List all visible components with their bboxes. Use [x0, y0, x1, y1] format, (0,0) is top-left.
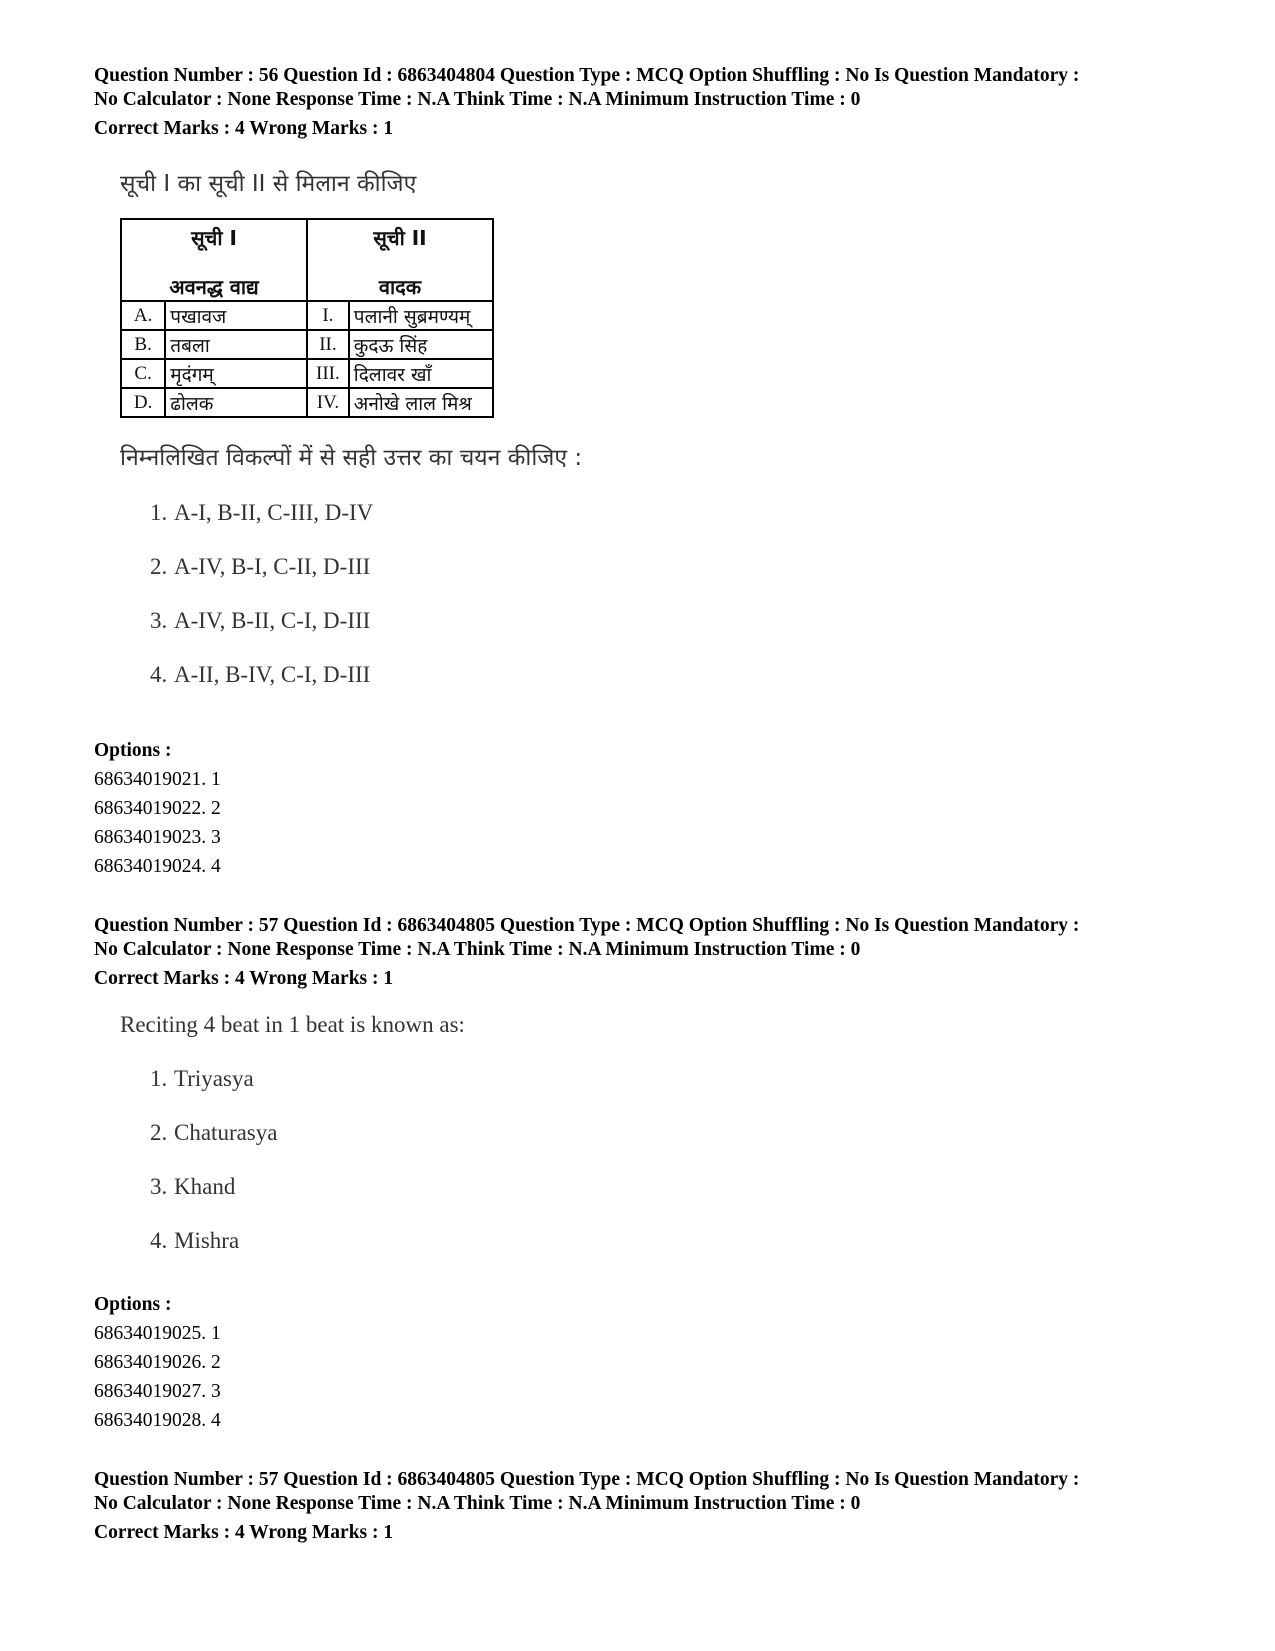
choice-number: 3. [150, 1174, 168, 1199]
table-row [121, 388, 493, 417]
match-table-header [121, 219, 493, 301]
question-57-body [94, 1012, 1204, 1268]
list-1-title: सूची I [191, 226, 237, 250]
answer-choices [94, 1052, 1204, 1268]
question-57-repeat-meta [94, 1468, 1204, 1545]
table-row [121, 359, 493, 388]
meta-line-1: Question Number : 57 Question Id : 6863404805 Question Type : MCQ Option Shuffling : No Is Question Mandatory : [94, 1469, 1080, 1490]
option-id: 68634019021. 1 [94, 769, 221, 790]
marks-line: Correct Marks : 4 Wrong Marks : 1 [94, 1522, 394, 1543]
row-label: IV. [307, 388, 349, 417]
question-instruction: निम्नलिखित विकल्पों में से सही उत्तर का चयन कीजिए : [120, 445, 583, 471]
meta-line-1: Question Number : 57 Question Id : 6863404805 Question Type : MCQ Option Shuffling : No Is Question Mandatory : [94, 915, 1080, 936]
marks-line: Correct Marks : 4 Wrong Marks : 1 [94, 118, 394, 139]
row-label: II. [307, 330, 349, 359]
options-label: Options : [94, 1294, 172, 1315]
answer-choice [150, 486, 1204, 540]
list-1-item: मृदंगम् [165, 359, 307, 388]
choice-text: A-IV, B-I, C-II, D-III [174, 554, 371, 579]
choice-number: 2. [150, 1120, 168, 1145]
meta-line-1: Question Number : 56 Question Id : 6863404804 Question Type : MCQ Option Shuffling : No Is Question Mandatory : [94, 65, 1080, 86]
question-56-options [94, 736, 221, 881]
answer-choice [150, 1214, 1204, 1268]
table-row [121, 330, 493, 359]
choice-number: 4. [150, 1228, 168, 1253]
list-2-item: कुदऊ सिंह [349, 330, 493, 359]
question-56-body [94, 166, 1204, 702]
question-prompt: Reciting 4 beat in 1 beat is known as: [120, 1012, 465, 1037]
answer-choice [150, 1160, 1204, 1214]
choice-text: A-IV, B-II, C-I, D-III [174, 608, 371, 633]
answer-choice [150, 594, 1204, 648]
list-2-item: दिलावर खाँ [349, 359, 493, 388]
question-prompt: सूची I का सूची II से मिलान कीजिए [120, 171, 417, 197]
table-row [121, 301, 493, 330]
answer-choice [150, 648, 1204, 702]
meta-line-2: No Calculator : None Response Time : N.A Think Time : N.A Minimum Instruction Time : 0 [94, 89, 861, 110]
choice-number: 1. [150, 1066, 168, 1091]
choice-text: A-II, B-IV, C-I, D-III [174, 662, 371, 687]
row-label: B. [121, 330, 165, 359]
list-2-title: सूची II [373, 226, 427, 250]
answer-choice [150, 1106, 1204, 1160]
row-label: III. [307, 359, 349, 388]
choice-number: 2. [150, 554, 168, 579]
row-label: I. [307, 301, 349, 330]
question-57-meta [94, 914, 1204, 991]
choice-text: Mishra [174, 1228, 240, 1253]
list-2-subtitle: वादक [378, 275, 422, 299]
list-1-item: तबला [165, 330, 307, 359]
list-1-subtitle: अवनद्ध वाद्य [169, 275, 259, 299]
choice-text: Chaturasya [174, 1120, 278, 1145]
row-label: D. [121, 388, 165, 417]
options-label: Options : [94, 740, 172, 761]
list-2-item: पलानी सुब्रमण्यम् [349, 301, 493, 330]
choice-text: Triyasya [174, 1066, 254, 1091]
row-label: A. [121, 301, 165, 330]
option-id: 68634019024. 4 [94, 856, 221, 877]
choice-number: 1. [150, 500, 168, 525]
answer-choice [150, 1052, 1204, 1106]
marks-line: Correct Marks : 4 Wrong Marks : 1 [94, 968, 394, 989]
choice-number: 4. [150, 662, 168, 687]
option-id: 68634019028. 4 [94, 1410, 221, 1431]
option-id: 68634019025. 1 [94, 1323, 221, 1344]
option-id: 68634019027. 3 [94, 1381, 221, 1402]
option-id: 68634019023. 3 [94, 827, 221, 848]
answer-choices [94, 486, 1204, 702]
meta-line-2: No Calculator : None Response Time : N.A Think Time : N.A Minimum Instruction Time : 0 [94, 1493, 861, 1514]
row-label: C. [121, 359, 165, 388]
choice-number: 3. [150, 608, 168, 633]
list-1-header [121, 219, 307, 301]
question-57-options [94, 1290, 221, 1435]
answer-choice [150, 540, 1204, 594]
list-1-item: पखावज [165, 301, 307, 330]
meta-line-2: No Calculator : None Response Time : N.A Think Time : N.A Minimum Instruction Time : 0 [94, 939, 861, 960]
choice-text: Khand [174, 1174, 236, 1199]
option-id: 68634019026. 2 [94, 1352, 221, 1373]
choice-text: A-I, B-II, C-III, D-IV [174, 500, 374, 525]
list-1-item: ढोलक [165, 388, 307, 417]
option-id: 68634019022. 2 [94, 798, 221, 819]
question-56-meta [94, 64, 1204, 141]
match-table [120, 218, 494, 418]
list-2-item: अनोखे लाल मिश्र [349, 388, 493, 417]
list-2-header [307, 219, 493, 301]
